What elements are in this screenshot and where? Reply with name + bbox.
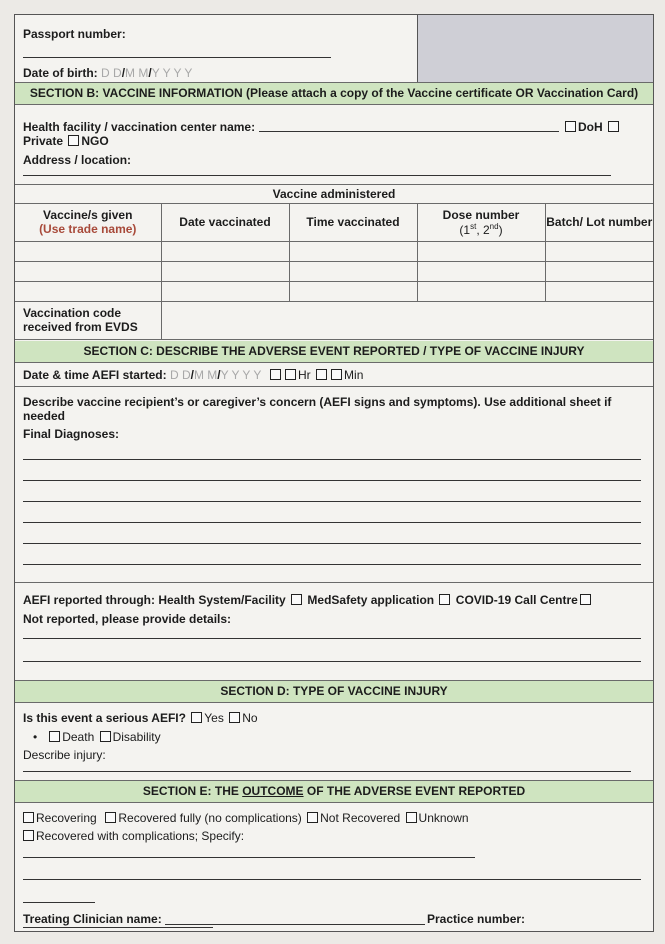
death-checkbox[interactable] (49, 731, 60, 742)
table-cell[interactable] (161, 281, 289, 301)
table-cell[interactable] (289, 241, 417, 261)
death-label: Death (62, 730, 95, 744)
table-cell[interactable] (289, 261, 417, 281)
passport-label: Passport number: (23, 27, 126, 41)
outcome-options (21, 811, 469, 825)
recovered-fully-checkbox[interactable] (105, 812, 116, 823)
section-b-title: SECTION B: VACCINE INFORMATION (Please attach a copy of the Vaccine certificate OR Vaccination Card) (29, 86, 639, 100)
not-reported-line[interactable] (23, 661, 641, 662)
section-d-title: SECTION D: TYPE OF VACCINE INJURY (220, 684, 448, 698)
min-label: Min (344, 368, 364, 382)
aefi-date-row (15, 363, 653, 387)
clinician-name-label: Treating Clinician name: (23, 912, 162, 926)
aefi-year: Y Y Y Y (220, 368, 262, 382)
unknown-label: Unknown (418, 811, 469, 825)
section-e-title: SECTION E: THE OUTCOME OF THE ADVERSE EVENT REPORTED (142, 784, 526, 798)
reported-through (23, 593, 593, 607)
yes-label: Yes (204, 711, 224, 725)
recovering-label: Recovering (36, 811, 97, 825)
min-box-1[interactable] (316, 369, 327, 380)
hour-box-1[interactable] (270, 369, 281, 380)
recovered-fully-label: Recovered fully (no complications) (118, 811, 302, 825)
table-cell[interactable] (289, 281, 417, 301)
serious-type-options (33, 730, 161, 744)
table-row (15, 241, 653, 261)
symptoms-description-label: Describe vaccine recipient’s or caregiver’s concern (AEFI signs and symptoms). Use additional sheet if needed (23, 395, 612, 423)
col-dose-header: Dose number (1st, 2nd) (417, 203, 545, 241)
aefi-form-page (14, 14, 654, 932)
disability-label: Disability (112, 730, 161, 744)
vaccination-code-input[interactable] (161, 301, 653, 339)
table-cell[interactable] (161, 241, 289, 261)
complications-line[interactable] (23, 902, 95, 903)
min-box-2[interactable] (331, 369, 342, 380)
practice-number-label: Practice number: (427, 912, 526, 926)
aefi-date-field[interactable]: Date & time AEFI started: D D/M M/Y Y Y Y Hr Min (23, 368, 364, 382)
injury-row (15, 703, 653, 781)
private-checkbox[interactable] (608, 121, 619, 132)
hour-box-2[interactable] (285, 369, 296, 380)
table-cell[interactable] (545, 281, 653, 301)
section-c-header (15, 341, 653, 363)
address-label: Address / location: (23, 153, 132, 167)
facility-input-line[interactable] (259, 131, 559, 132)
describe-injury-label: Describe injury: (23, 748, 106, 762)
clinician-name-line[interactable] (165, 924, 425, 925)
vaccine-table-area (15, 185, 653, 341)
dob-year: Y Y Y Y (151, 66, 193, 80)
table-row (15, 261, 653, 281)
call-centre-checkbox[interactable] (580, 594, 591, 605)
yes-checkbox[interactable] (191, 712, 202, 723)
doh-checkbox[interactable] (565, 121, 576, 132)
dob-month: M M (125, 66, 149, 80)
call-centre-label: COVID-19 Call Centre (455, 593, 578, 607)
section-e-header (15, 781, 653, 803)
table-cell[interactable] (15, 261, 161, 281)
patient-id-row (15, 15, 653, 83)
table-row (15, 281, 653, 301)
vaccine-table-title: Vaccine administered (15, 185, 653, 203)
complications-line[interactable] (23, 857, 475, 858)
medsafety-checkbox[interactable] (439, 594, 450, 605)
disability-checkbox[interactable] (100, 731, 111, 742)
not-reported-label: Not reported, please provide details: (23, 612, 232, 626)
table-cell[interactable] (417, 281, 545, 301)
serious-label: Is this event a serious AEFI? (23, 711, 186, 725)
passport-input-line[interactable] (23, 57, 331, 58)
diagnoses-line[interactable] (23, 564, 641, 565)
hr-label: Hr (298, 368, 311, 382)
table-cell[interactable] (545, 261, 653, 281)
complications-line[interactable] (23, 879, 641, 880)
aefi-month: M M (193, 368, 218, 382)
reported-through-label: AEFI reported through: Health System/Facility (23, 593, 286, 607)
health-system-checkbox[interactable] (291, 594, 302, 605)
doh-option[interactable] (563, 120, 621, 134)
medsafety-label: MedSafety application (307, 593, 435, 607)
doh-label: DoH (578, 120, 603, 134)
table-cell[interactable] (161, 261, 289, 281)
ngo-checkbox[interactable] (68, 135, 79, 146)
col-time-header: Time vaccinated (289, 203, 417, 241)
col-batch-header: Batch/ Lot number (545, 203, 653, 241)
vaccination-code-label: Vaccination code received from EVDS (15, 301, 161, 339)
ngo-label: NGO (81, 134, 109, 148)
diagnoses-line[interactable] (23, 522, 641, 523)
diagnoses-line[interactable] (23, 459, 641, 460)
aefi-date-label: Date & time AEFI started: (23, 368, 167, 382)
trade-name-note: (Use trade name) (39, 222, 137, 236)
aefi-day: D D (169, 368, 191, 382)
diagnoses-line[interactable] (23, 501, 641, 502)
col-date-header: Date vaccinated (161, 203, 289, 241)
vaccine-table (15, 185, 653, 340)
table-cell[interactable] (15, 241, 161, 261)
injury-input-line[interactable] (23, 771, 631, 772)
facility-row (15, 105, 653, 185)
dob-label: Date of birth: (23, 66, 98, 80)
recovered-complications-checkbox[interactable] (23, 830, 34, 841)
not-recovered-label: Not Recovered (320, 811, 401, 825)
section-b-header (15, 83, 653, 105)
diagnoses-line[interactable] (23, 543, 641, 544)
dob-field[interactable]: Date of birth: D D/M M/Y Y Y Y (23, 66, 193, 80)
diagnoses-line[interactable] (23, 480, 641, 481)
section-d-header (15, 681, 653, 703)
bullet: • (33, 730, 38, 744)
no-label: No (242, 711, 258, 725)
unknown-checkbox[interactable] (406, 812, 417, 823)
outcome-row (15, 803, 653, 932)
private-ngo-options (23, 134, 109, 148)
dob-day: D D (101, 66, 122, 80)
not-recovered-checkbox[interactable] (307, 812, 318, 823)
section-c-title: SECTION C: DESCRIBE THE ADVERSE EVENT REPORTED / TYPE OF VACCINE INJURY (83, 344, 585, 358)
private-label: Private (23, 134, 64, 148)
final-diagnoses-label: Final Diagnoses: (23, 427, 120, 441)
symptoms-row (15, 387, 653, 583)
practice-number-line[interactable] (23, 927, 213, 928)
table-cell[interactable] (417, 261, 545, 281)
table-cell[interactable] (15, 281, 161, 301)
recovered-complications-option (21, 829, 244, 843)
no-checkbox[interactable] (229, 712, 240, 723)
recovered-complications-label: Recovered with complications; Specify: (36, 829, 245, 843)
col-vaccine-header: Vaccine/s given (Use trade name) (15, 203, 161, 241)
table-cell[interactable] (545, 241, 653, 261)
serious-aefi-question (23, 711, 258, 725)
address-input-line[interactable] (23, 175, 611, 176)
recovering-checkbox[interactable] (23, 812, 34, 823)
reporting-row (15, 583, 653, 681)
facility-label: Health facility / vaccination center name: (23, 120, 256, 134)
not-reported-line[interactable] (23, 638, 641, 639)
photo-area (417, 15, 653, 82)
table-cell[interactable] (417, 241, 545, 261)
